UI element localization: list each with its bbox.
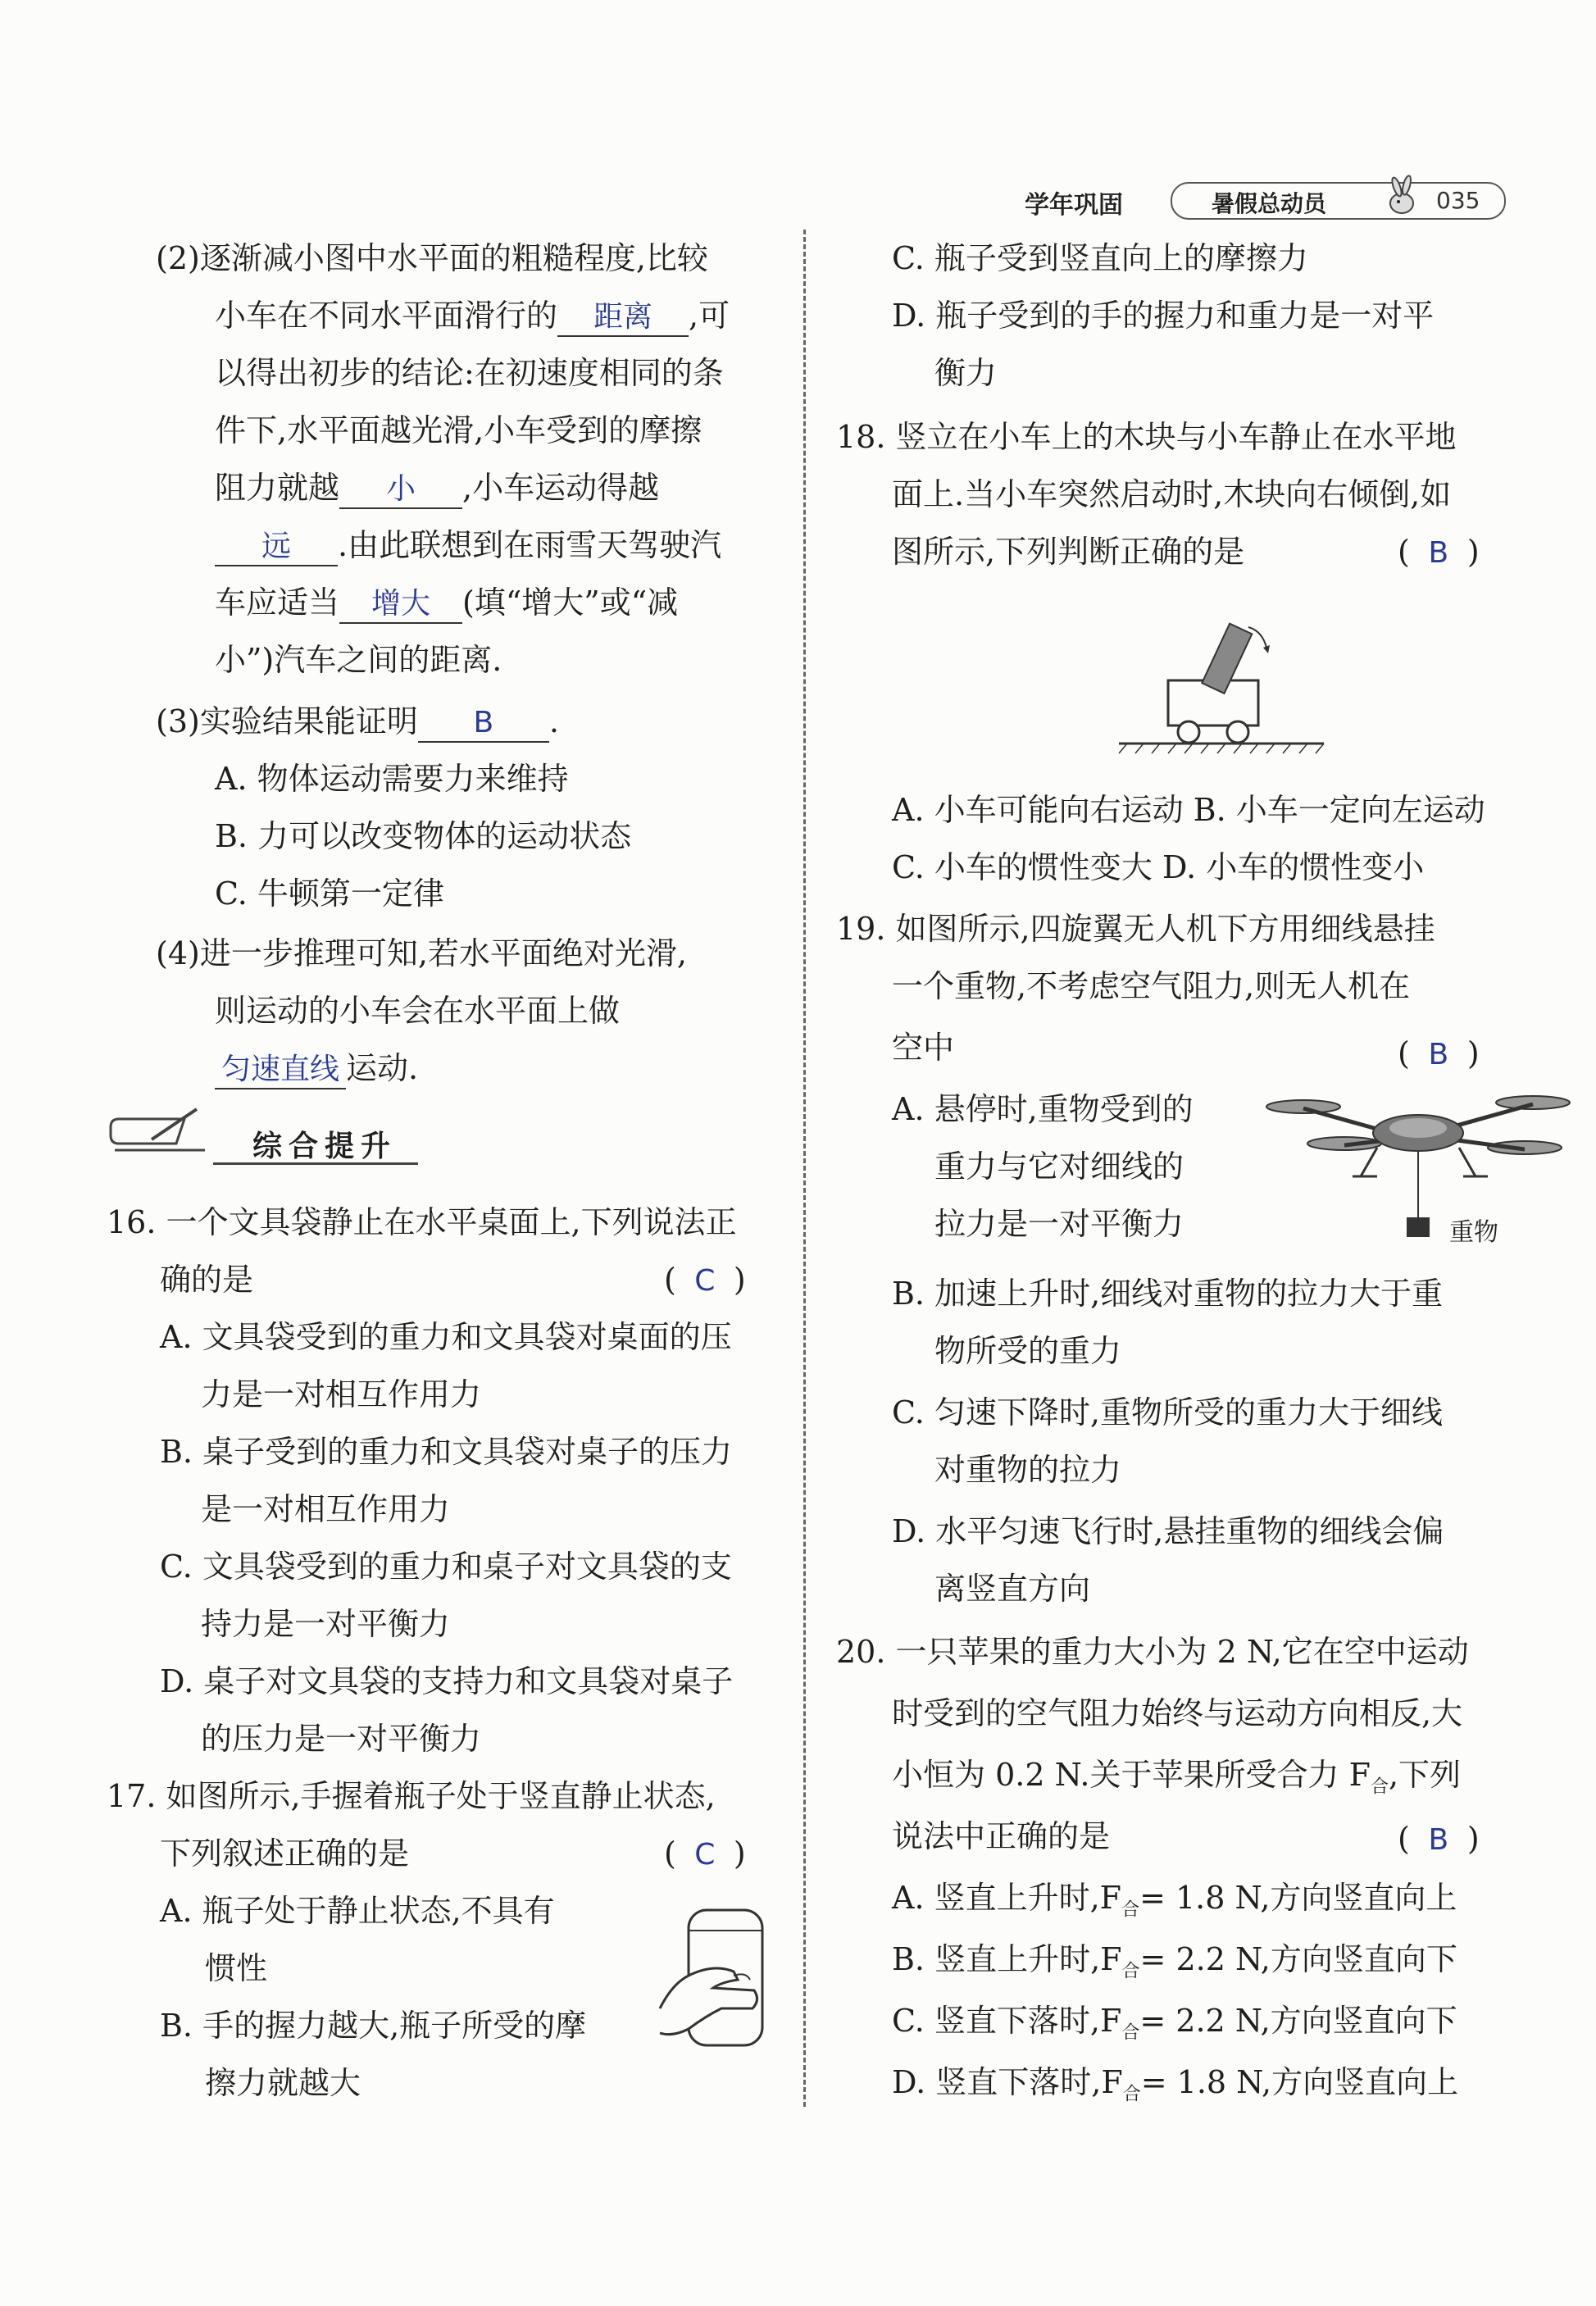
q15-3-line1: (3)实验结果能证明 B . [156,703,559,743]
q15-3-option-a: A. 物体运动需要力来维持 [215,761,569,797]
q18-options-cd: C. 小车的惯性变大 D. 小车的惯性变小 [892,849,1425,885]
q15-4-line1: (4)进一步推理可知,若水平面绝对光滑, [156,935,687,971]
q19-option-c-line1: C. 匀速下降时,重物所受的重力大于细线 [892,1394,1443,1430]
q20-option-c: C. 竖直下落时$,F_合= 2.2$ N,方向竖直向下 [892,2003,1457,2044]
q16-option-c-line1: C. 文具袋受到的重力和桌子对文具袋的支 [160,1549,732,1585]
q20-option-a: A. 竖直上升时$,F_合= 1.8$ N,方向竖直向上 [892,1880,1457,1921]
q19-option-a-line1: A. 悬停时,重物受到的 [892,1091,1194,1127]
q19-option-b-line1: B. 加速上升时,细线对重物的拉力大于重 [892,1276,1444,1312]
q15-3-option-c: C. 牛顿第一定律 [215,876,444,912]
q19-line2: 一个重物,不考虑空气阻力,则无人机在 [892,968,1411,1004]
q19-option-d-line2: 离竖直方向 [934,1571,1091,1607]
q15-4-line3: 匀速直线 运动. [215,1049,418,1089]
q18-line1: 18. 竖立在小车上的木块与小车静止在水平地 [836,419,1457,455]
header-badge-text: 暑假总动员 [1212,190,1327,217]
q16-option-b-line1: B. 桌子受到的重力和文具袋对桌子的压力 [160,1434,733,1470]
q17-option-d-line2: 衡力 [934,355,998,391]
q19-answer: B [1428,1038,1449,1071]
q16-option-d-line1: D. 桌子对文具袋的支持力和文具袋对桌子 [160,1663,734,1699]
q17-option-c: C. 瓶子受到竖直向上的摩擦力 [892,240,1308,276]
q20-answer: B [1428,1823,1449,1857]
page-header-title: 学年巩固 [1025,191,1123,220]
q15-2-line7: 车应适当 增大 (填“增大”或“减 [215,584,678,624]
page-number: 035 [1436,187,1480,214]
q15-2-line2: 小车在不同水平面滑行的 距离 ,可 [215,297,730,337]
q17-answer-paren: ( C ) [664,1835,746,1874]
q17-option-a-line1: A. 瓶子处于静止状态,不具有 [160,1893,555,1929]
answer-blank-increase: 增大 [371,587,431,621]
q17-option-b-line1: B. 手的握力越大,瓶子所受的摩 [160,2008,587,2044]
q18-answer: B [1428,536,1449,570]
q19-option-b-line2: 物所受的重力 [934,1333,1122,1369]
q17-option-b-line2: 擦力就越大 [205,2065,361,2101]
q16-answer: C [694,1264,716,1298]
q19-line3: 空中 [892,1030,955,1066]
q18-options-ab: A. 小车可能向右运动 B. 小车一定向左运动 [892,792,1485,828]
q16-line1: 16. 一个文具袋静止在水平桌面上,下列说法正 [107,1204,737,1240]
q16-answer-paren: ( C ) [664,1261,746,1300]
q16-option-a-line2: 力是一对相互作用力 [201,1376,482,1412]
weight-label: 重物 [1449,1218,1498,1247]
answer-blank-far: 远 [261,530,291,563]
q15-2-line3: 以得出初步的结论:在初速度相同的条 [215,355,724,391]
pencil-notepad-icon [102,1103,209,1160]
q17-line1: 17. 如图所示,手握着瓶子处于竖直静止状态, [107,1778,716,1814]
section-underline [213,1162,418,1165]
q20-option-d: D. 竖直下落时$,F_合= 1.8$ N,方向竖直向上 [892,2064,1459,2105]
q19-option-d-line1: D. 水平匀速飞行时,悬挂重物的细线会偏 [892,1513,1444,1549]
answer-blank-uniform: 匀速直线 [221,1053,339,1086]
q18-line3: 图所示,下列判断正确的是 [892,534,1245,570]
q20-line2: 时受到的空气阻力始终与运动方向相反,大 [892,1695,1463,1731]
q19-option-a-line3: 拉力是一对平衡力 [934,1206,1184,1242]
q15-3-option-b: B. 力可以改变物体的运动状态 [215,818,632,854]
hand-holding-bottle-figure [656,1885,779,2049]
q17-option-d-line1: D. 瓶子受到的手的握力和重力是一对平 [892,298,1435,334]
q15-2-line8: 小”)汽车之间的距离. [215,642,502,678]
q16-option-c-line2: 持力是一对平衡力 [201,1606,451,1642]
q20-line1: 20. 一只苹果的重力大小为 2 N,它在空中运动 [836,1634,1469,1670]
q19-line1: 19. 如图所示,四旋翼无人机下方用细线悬挂 [836,911,1435,947]
section-title-comprehensive: 综合提升 [252,1130,398,1163]
answer-blank-small: 小 [386,472,416,506]
q20-line3: 小恒为 0.2 N.关于苹果所受合力 $F_合$,下列 [892,1757,1462,1798]
q16-option-d-line2: 的压力是一对平衡力 [201,1721,482,1757]
q16-option-a-line1: A. 文具袋受到的重力和文具袋对桌面的压 [160,1319,732,1355]
q18-answer-paren: ( B ) [1398,533,1480,572]
drone-with-weight-figure [1254,1082,1590,1254]
answer-blank-distance: 距离 [593,300,653,334]
rabbit-mascot-icon [1377,172,1435,221]
q20-option-b: B. 竖直上升时$,F_合= 2.2$ N,方向竖直向下 [892,1941,1457,1982]
answer-blank-q15-3: B [473,706,494,739]
q15-2-line4: 件下,水平面越光滑,小车受到的摩擦 [215,412,703,448]
q15-2-line6: 远 .由此联想到在雨雪天驾驶汽 [215,526,721,566]
q15-2-line1: (2)逐渐减小图中水平面的粗糙程度,比较 [156,240,708,276]
column-divider [803,230,806,2107]
q17-option-a-line2: 惯性 [205,1950,268,1986]
q16-line2: 确的是 [160,1262,254,1298]
q18-line2: 面上.当小车突然启动时,木块向右倾倒,如 [892,476,1452,512]
cart-with-tilting-block-figure [1111,603,1332,758]
q20-line4: 说法中正确的是 [892,1818,1111,1854]
q20-answer-paren: ( B ) [1398,1820,1480,1859]
q16-option-b-line2: 是一对相互作用力 [201,1491,451,1527]
q15-2-line5: 阻力就越 小 ,小车运动得越 [215,469,659,509]
q17-answer: C [694,1838,716,1872]
q19-option-c-line2: 对重物的拉力 [934,1452,1122,1488]
q15-4-line2: 则运动的小车会在水平面上做 [215,993,621,1029]
q19-answer-paren: ( B ) [1398,1035,1480,1074]
q19-option-a-line2: 重力与它对细线的 [934,1148,1184,1185]
q17-line2: 下列叙述正确的是 [160,1835,410,1872]
